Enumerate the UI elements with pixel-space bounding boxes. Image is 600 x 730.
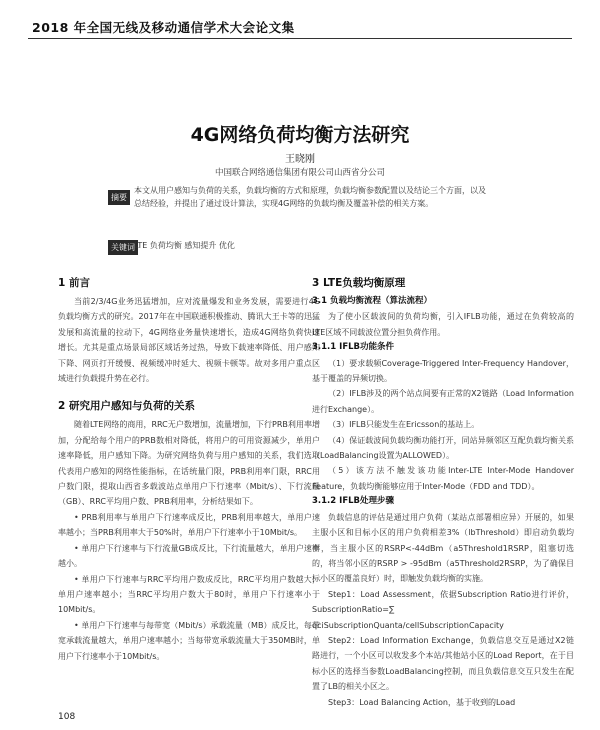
condition-3: （3）IFLB只能发生在Ericsson的基站上。 [328, 420, 480, 430]
abstract-label: 摘要 [108, 190, 130, 205]
right-column [312, 275, 574, 710]
condition-2: （2）IFLB涉及的两个站点间要有正常的X2链路（Load Information进行Exchange）。 [312, 389, 574, 414]
section-1-title: 1 前言 [58, 277, 90, 289]
section-3-1-title: 3.1 负载均衡流程（算法流程） [312, 296, 433, 306]
bullet-rrc: • 单用户下行速率与RRC平均用户数成反比，RRC平均用户数越大，单用户速率越小；当RRC平均用户数大于80时，单用户下行速率小于10Mbit/s。 [58, 574, 320, 615]
author-affiliation: 中国联合网络通信集团有限公司山西省分公司 [214, 168, 385, 178]
running-header: 2018 年全国无线及移动通信学术大会论文集 [32, 20, 295, 35]
step-3: Step3：Load Balancing Action，基于收到的Load [328, 697, 516, 707]
bullet-traffic: • 单用户下行速率与下行流量GB成反比，下行流量越大，单用户速率越小。 [58, 543, 320, 569]
section-2-title: 2 研究用户感知与负荷的关系 [58, 400, 195, 413]
step-2: Step2：Load Information Exchange，负载信息交互是通过X2链路进行，一个小区可以收发多个本站/其他站小区的Load Report，在于目标小区的选择当参数LoadBalancing控制，而且负载信息交互只发生在配置了LB的相关小区之。 [312, 635, 574, 692]
keywords-label: 关键词 [108, 240, 138, 255]
section-2-paragraph: 随着LTE网络的商用，RRC无户数增加，流量增加，下行PRB利用率增加，分配给每个用户的PRB数相对降低，将用户的可用资源减少，单用户速率降低，用户感知下降。为研究网络负荷与用户感知的关系，我们选取代表用户感知的网络性能指标，在话统量门限，PRB利用率门限，RRC用户数门限，提取山西省多载波站点单用户下行速率（Mbit/s）、下行流量（GB）、RRC平均用户数、PRB利用率，分析结果如下。 [58, 420, 320, 507]
section-3-1-paragraph: 为了使小区载波间的负荷均衡，引入IFLB功能，通过在负荷较高的LTE区域不同载波位置分担负荷作用。 [312, 312, 574, 337]
bullet-bandwidth: • 单用户下行速率与每带宽（Mbit/s）承载流量（MB）成反比，每带宽承载流量越大，单用户速率越小；当每带宽承载流量大于350MB时，单用户下行速率小于10Mbit/s。 [58, 620, 320, 661]
page-number: 108 [58, 712, 76, 722]
section-3-1-2-paragraph: 负载信息的评估是通过用户负荷（某站点部署相应异）开展的，如果主服小区和目标小区的用户负荷相差3%（lbThreshold）即启动负载均衡，当主服小区的RSRP<-44dBm（a5Threshold1RSRP，阻塞切选的，将当邻小区的RSRP > -95dBm（a5Threshold2RSRP，为了确保目标小区的覆盖良好）时，即触发负载均衡的实施。 [312, 512, 574, 584]
author-name: 王晓刚 [285, 154, 315, 165]
keywords-text: LTE 负荷均衡 感知提升 优化 [134, 241, 235, 250]
paper-title: 4G网络负荷均衡方法研究 [190, 124, 410, 146]
header-rule [28, 38, 572, 39]
section-1-paragraph: 当前2/3/4G业务迅猛增加，应对流量爆发和业务发展，需要进行4G负载均衡方式的研究。2017年在中国联通积极推动、腾讯大王卡等的迅猛发展和高流量的拉动下，4G网络业务量快速增长，造成4G网络负荷快速增长。尤其是重点场景局部区域话务过热，导致下载速率降低、用户感知下降、网页打开缓慢、视频缓冲时延大、视频卡顿等。故对多用户重点区域进行负载提升势在必行。 [58, 297, 320, 384]
section-3-1-2-title: 3.1.2 IFLB处理步骤 [312, 496, 395, 507]
left-column [58, 275, 320, 664]
section-3-title: 3 LTE负载均衡原理 [312, 277, 406, 289]
step-1: Step1：Load Assessment，依据Subscription Ratio进行评价，SubscriptionRatio=∑ qciSubscriptionQuanta/cellSubscriptionCapacity [312, 589, 574, 630]
condition-5: （5）该方法不触发该功能Inter-LTE Inter-Mode Handover Feature，负载均衡能够应用于Inter-Mode（FDD and TDD）。 [312, 466, 574, 491]
abstract-text: 本文从用户感知与负荷的关系，负载均衡的方式和原理，负载均衡参数配置以及结论三个方面，以及总结经验，并提出了通过设计算法，实现4G网络的负载均衡及覆盖补偿的相关方案。 [134, 186, 486, 208]
section-3-1-1-title: 3.1.1 IFLB功能条件 [312, 342, 395, 353]
condition-4: （4）保证载波间负载均衡功能打开，同站异频邻区互配负载均衡关系（LoadBalancing设置为ALLOWED）。 [312, 435, 574, 461]
condition-1: （1）要求载频Coverage-Triggered Inter-Frequency Handover，基于覆盖的异频切换。 [312, 358, 574, 384]
bullet-prb: • PRB利用率与单用户下行速率成反比，PRB利用率越大，单用户速率越小；当PRB利用率大于50%时，单用户下行速率小于10Mbit/s。 [58, 512, 320, 538]
